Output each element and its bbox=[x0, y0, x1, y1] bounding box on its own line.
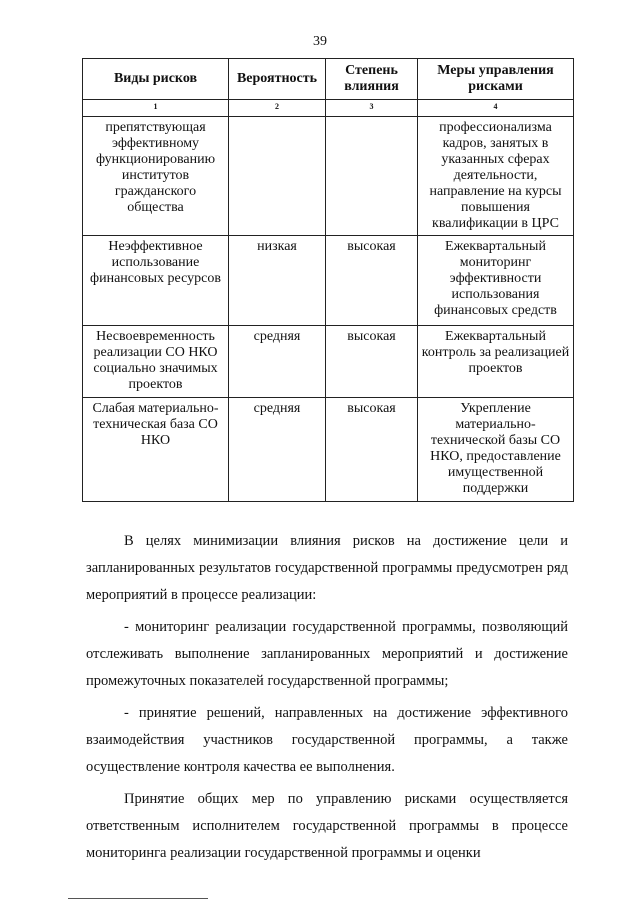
risk-cell: препятствующая эффективному функционированию институтов гражданского общества bbox=[83, 117, 229, 236]
footer-divider bbox=[68, 898, 208, 899]
column-number: 2 bbox=[229, 100, 326, 117]
measures-cell: Ежеквартальный контроль за реализацией проектов bbox=[418, 326, 574, 398]
probability-cell: средняя bbox=[229, 326, 326, 398]
table-header-row bbox=[83, 59, 574, 100]
column-number: 4 bbox=[418, 100, 574, 117]
table-row bbox=[83, 398, 574, 502]
paragraph: Принятие общих мер по управлению рисками осуществляется ответственным исполнителем государственной программы в процессе мониторинга реализации государственной программы и оценки bbox=[86, 791, 568, 861]
paragraph: - принятие решений, направленных на достижение эффективного взаимодействия участников государственной программы, а также осуществление контроля качества ее выполнения. bbox=[86, 705, 568, 775]
risk-table bbox=[82, 58, 574, 502]
probability-cell: средняя bbox=[229, 398, 326, 502]
impact-cell: высокая bbox=[326, 236, 418, 326]
header-impact: Степень влияния bbox=[326, 59, 418, 100]
risk-cell: Неэффективное использование финансовых ресурсов bbox=[83, 236, 229, 326]
table-row bbox=[83, 117, 574, 236]
risk-cell: Слабая материально-техническая база СО НКО bbox=[83, 398, 229, 502]
measures-cell: профессионализма кадров, занятых в указанных сферах деятельности, направление на курсы повышения квалификации в ЦРС bbox=[418, 117, 574, 236]
table-row bbox=[83, 326, 574, 398]
impact-cell bbox=[326, 117, 418, 236]
page-number: 39 bbox=[313, 34, 327, 49]
measures-cell: Ежеквартальный мониторинг эффективности использования финансовых средств bbox=[418, 236, 574, 326]
risk-cell: Несвоевременность реализации СО НКО социально значимых проектов bbox=[83, 326, 229, 398]
column-number: 3 bbox=[326, 100, 418, 117]
header-risk-type: Виды рисков bbox=[83, 59, 229, 100]
impact-cell: высокая bbox=[326, 326, 418, 398]
paragraph: - мониторинг реализации государственной программы, позволяющий отслеживать выполнение запланированных мероприятий и достижение промежуточных показателей государственной программы; bbox=[86, 619, 568, 689]
impact-cell: высокая bbox=[326, 398, 418, 502]
body-text bbox=[86, 528, 568, 867]
probability-cell bbox=[229, 117, 326, 236]
paragraph: В целях минимизации влияния рисков на достижение цели и запланированных результатов государственной программы предусмотрен ряд мероприятий в процессе реализации: bbox=[86, 533, 568, 603]
header-probability: Вероятность bbox=[229, 59, 326, 100]
measures-cell: Укрепление материально-технической базы СО НКО, предоставление имущественной поддержки bbox=[418, 398, 574, 502]
table-row bbox=[83, 236, 574, 326]
probability-cell: низкая bbox=[229, 236, 326, 326]
column-number: 1 bbox=[83, 100, 229, 117]
column-number-row bbox=[83, 100, 574, 117]
header-measures: Меры управления рисками bbox=[418, 59, 574, 100]
